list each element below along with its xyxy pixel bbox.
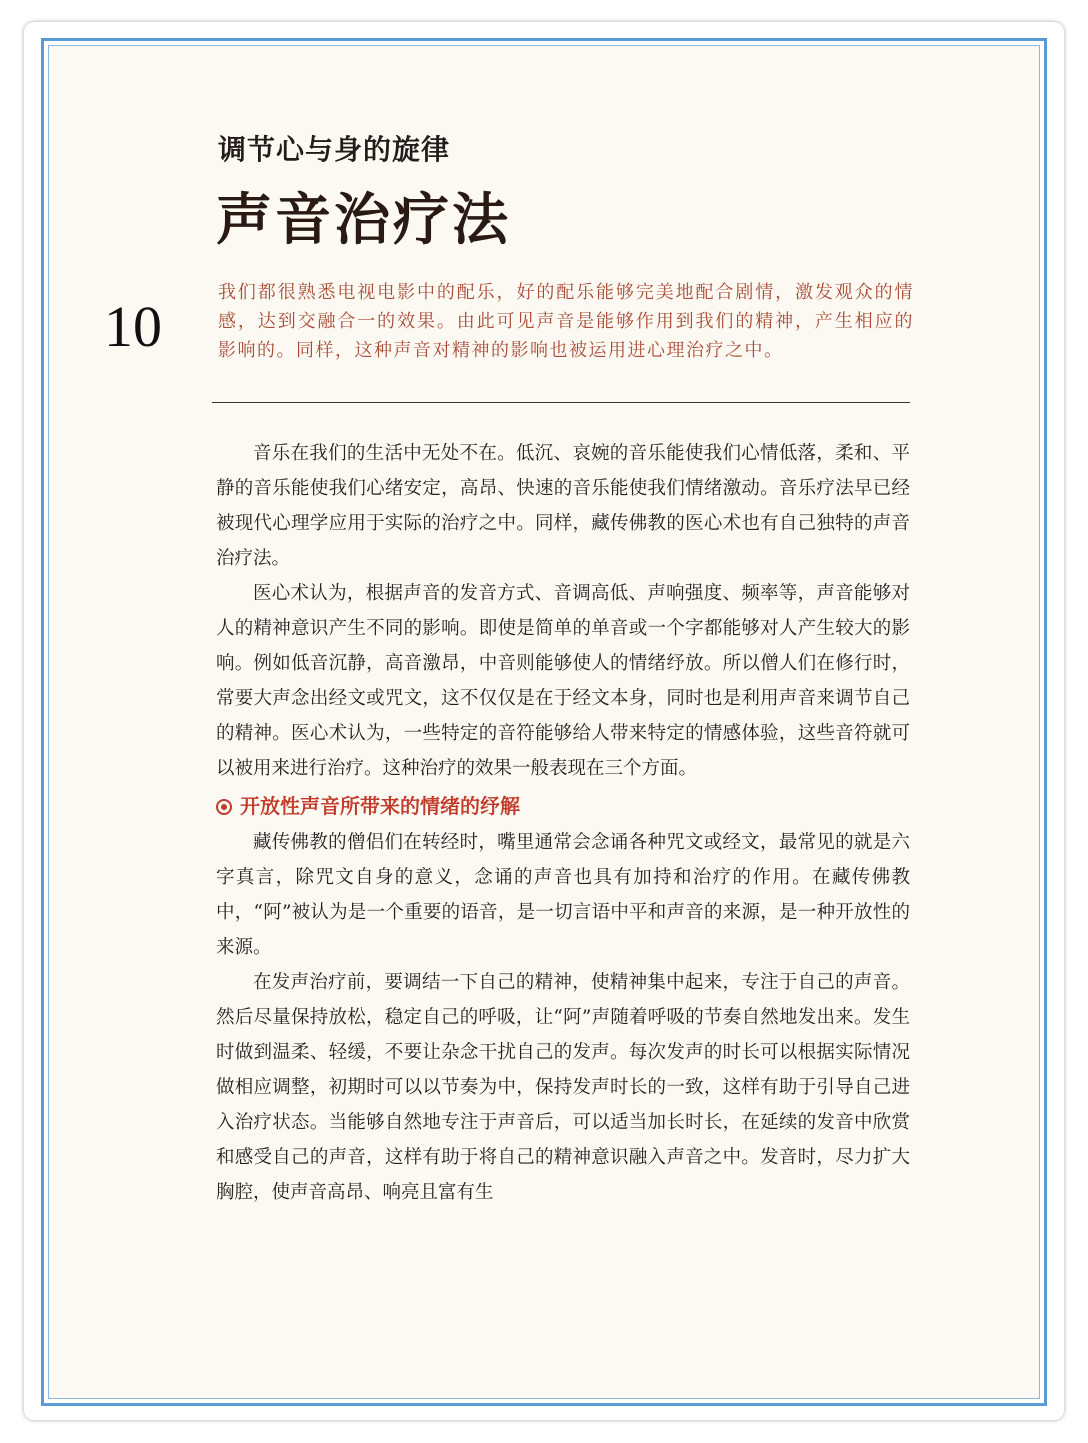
body-text <box>216 436 910 1210</box>
chapter-number: 10 <box>104 294 162 359</box>
chapter-title: 声音治疗法 <box>216 187 511 253</box>
section-heading <box>216 789 910 823</box>
body-paragraph-4: 在发声治疗前，要调结一下自己的精神，使精神集中起来，专注于自己的声音。然后尽量保持放松，稳定自己的呼吸，让“阿”声随着呼吸的节奏自然地发出来。发生时做到温柔、轻缓，不要让杂念干扰自己的发声。每次发声的时长可以根据实际情况做相应调整，初期时可以以节奏为中，保持发声时长的一致，这样有助于引导自己进入治疗状态。当能够自然地专注于声音后，可以适当加长时长，在延续的发音中欣赏和感受自己的声音，这样有助于将自己的精神意识融入声音之中。发音时，尽力扩大胸腔，使声音高昂、响亮且富有生 <box>216 972 910 1203</box>
divider-line <box>212 402 910 403</box>
body-paragraph-1: 音乐在我们的生活中无处不在。低沉、哀婉的音乐能使我们心情低落，柔和、平静的音乐能使我们心绪安定，高昂、快速的音乐能使我们情绪激动。音乐疗法早已经被现代心理学应用于实际的治疗之中。同样，藏传佛教的医心术也有自己独特的声音治疗法。 <box>216 443 910 569</box>
chapter-subtitle: 调节心与身的旋律 <box>218 133 451 166</box>
bullseye-icon <box>216 799 232 815</box>
body-paragraph-2: 医心术认为，根据声音的发音方式、音调高低、声响强度、频率等，声音能够对人的精神意识产生不同的影响。即使是简单的单音或一个字都能够对人产生较大的影响。例如低音沉静，高音激昂，中音则能够使人的情绪纾放。所以僧人们在修行时，常要大声念出经文或咒文，这不仅仅是在于经文本身，同时也是利用声音来调节自己的精神。医心术认为，一些特定的音符能够给人带来特定的情感体验，这些音符就可以被用来进行治疗。这种治疗的效果一般表现在三个方面。 <box>216 583 910 779</box>
body-paragraph-3: 藏传佛教的僧侣们在转经时，嘴里通常会念诵各种咒文或经文，最常见的就是六字真言，除咒文自身的意义，念诵的声音也具有加持和治疗的作用。在藏传佛教中，“阿”被认为是一个重要的语音，是一切言语中平和声音的来源，是一种开放性的来源。 <box>216 832 910 958</box>
section-heading-text: 开放性声音所带来的情绪的纾解 <box>240 794 520 818</box>
chapter-intro: 我们都很熟悉电视电影中的配乐，好的配乐能够完美地配合剧情，激发观众的情感，达到交融合一的效果。由此可见声音是能够作用到我们的精神，产生相应的影响的。同样，这种声音对精神的影响也被运用进心理治疗之中。 <box>218 282 914 361</box>
